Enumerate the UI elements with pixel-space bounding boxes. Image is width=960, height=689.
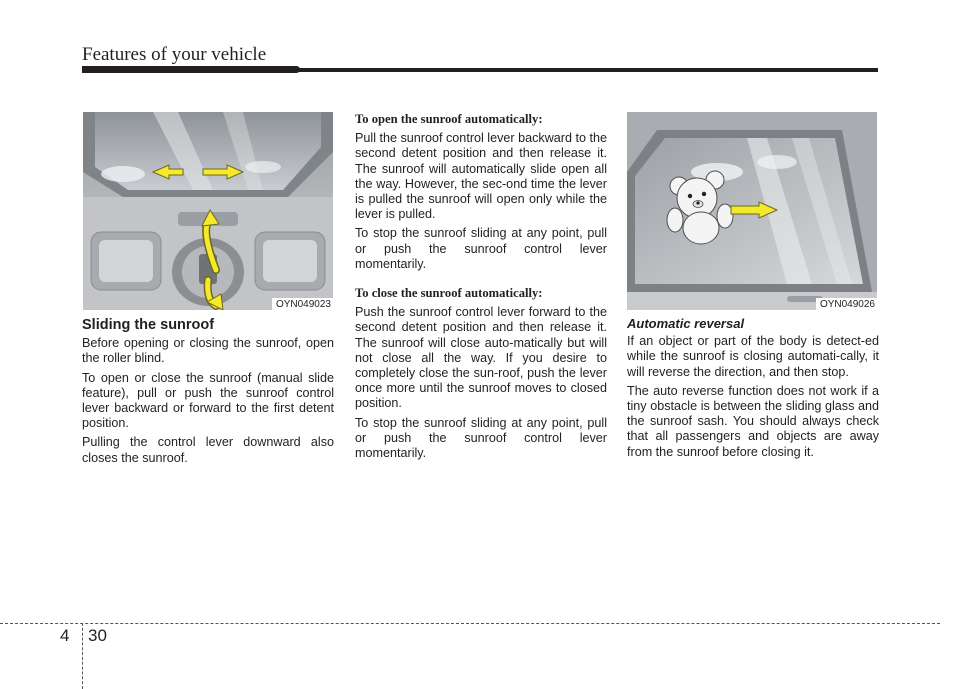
page-header-title: Features of your vehicle <box>82 44 267 65</box>
sunroof-lever-illustration <box>83 112 333 310</box>
figure-automatic-reversal <box>627 112 877 310</box>
figure-sunroof-lever <box>83 112 333 310</box>
figure-code-left: OYN049023 <box>272 298 333 310</box>
paragraph: Push the sunroof control lever forward to the second detent position and then release it. The sunroof will close auto-matically but will not close all the way. If you desire to completely close the sun-roof, push the lever once more until the sunroof moves to closed position. <box>355 305 607 411</box>
page-number: 30 <box>88 626 107 645</box>
footer-rule <box>0 623 940 624</box>
paragraph: To stop the sunroof sliding at any point, pull or push the sunroof control lever momentarily. <box>355 226 607 271</box>
subheading-close-automatically: To close the sunroof automatically: <box>355 286 543 301</box>
section-heading-sliding: Sliding the sunroof <box>82 317 215 333</box>
paragraph: Before opening or closing the sunroof, open the roller blind. <box>82 336 334 366</box>
footer-divider <box>82 623 83 689</box>
paragraph: If an object or part of the body is detect-ed while the sunroof is closing automati-cally, it will reverse the direction, and then stop. <box>627 334 879 379</box>
paragraph: Pull the sunroof control lever backward to the second detent position and then release it. The sunroof will automatically slide open all the way. However, the sec-ond time the lever is pulled the sunroof will open only while the lever is pulled. <box>355 131 608 222</box>
figure-code-right: OYN049026 <box>816 298 877 310</box>
right-column <box>627 316 879 464</box>
paragraph: Pulling the control lever downward also closes the sunroof. <box>82 435 334 465</box>
subheading-open-automatically: To open the sunroof automatically: <box>355 112 543 126</box>
middle-column <box>355 112 607 465</box>
header-rule-accent <box>82 66 300 73</box>
subheading-automatic-reversal: Automatic reversal <box>627 316 745 331</box>
chapter-number: 4 <box>60 626 70 645</box>
paragraph: The auto reverse function does not work if a tiny obstacle is between the sliding glass and the sunroof sash. You should always check that all passengers and objects are away from the sunroof before closing it. <box>627 383 879 459</box>
paragraph: To stop the sunroof sliding at any point, pull or push the sunroof control lever momentarily. <box>355 415 607 461</box>
automatic-reversal-illustration <box>627 112 877 310</box>
left-column <box>82 318 334 470</box>
paragraph: To open or close the sunroof (manual slide feature), pull or push the sunroof control lever backward or forward to the first detent position. <box>82 370 334 431</box>
